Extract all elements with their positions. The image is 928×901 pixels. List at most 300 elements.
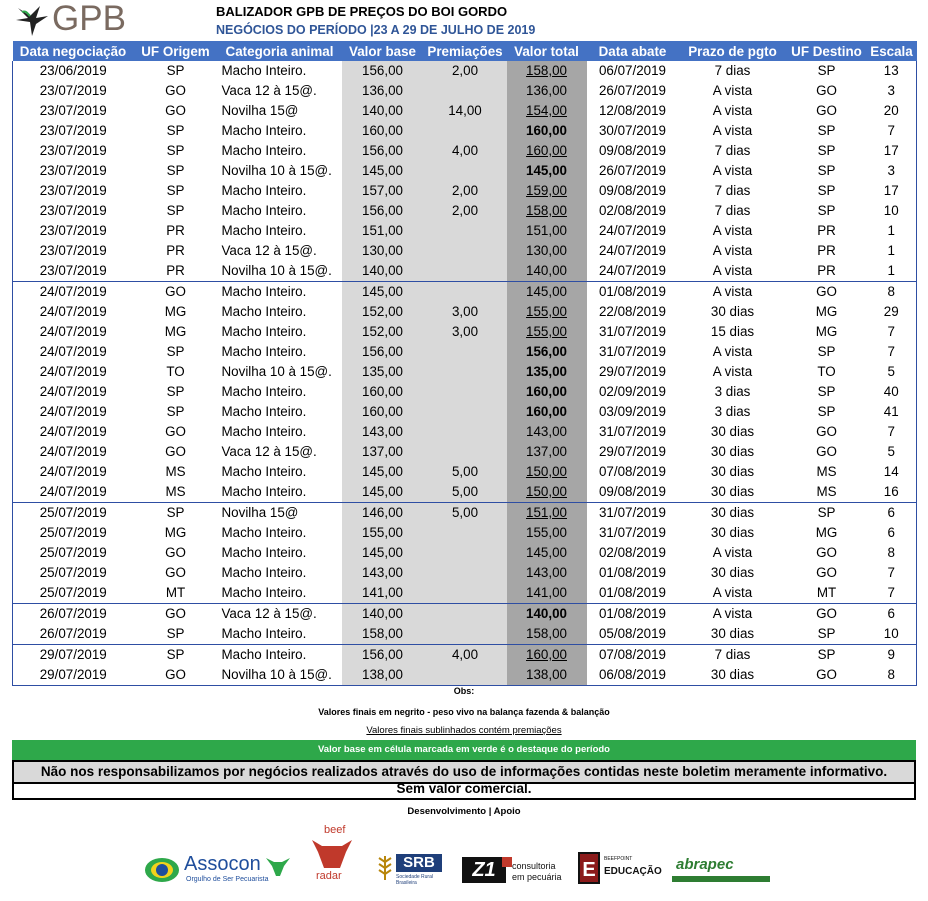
cell-escala: 20 bbox=[883, 103, 899, 118]
cell-premiacoes: 14,00 bbox=[424, 101, 507, 121]
cell-uf-destino: MT bbox=[816, 585, 837, 600]
cell-date: 24/07/2019 bbox=[39, 304, 107, 319]
table-row bbox=[13, 221, 917, 241]
cell-date: 26/07/2019 bbox=[39, 626, 107, 641]
cell-categoria: Macho Inteiro. bbox=[221, 484, 307, 499]
cell-escala: 8 bbox=[887, 545, 895, 560]
table-row bbox=[13, 322, 917, 342]
column-header: Premiações bbox=[424, 41, 507, 61]
cell-date: 24/07/2019 bbox=[39, 364, 107, 379]
cell-data-abate: 24/07/2019 bbox=[598, 263, 667, 278]
cell-valor-total: 155,00 bbox=[507, 523, 587, 543]
cell-categoria: Vaca 12 à 15@. bbox=[221, 83, 317, 98]
cell-escala: 7 bbox=[887, 344, 895, 359]
cell-uf-origem: GO bbox=[165, 424, 186, 439]
column-header: UF Destino bbox=[787, 41, 867, 61]
table-row bbox=[13, 442, 917, 462]
cell-valor-base: 160,00 bbox=[342, 402, 424, 422]
cell-escala: 29 bbox=[883, 304, 899, 319]
cell-uf-destino: SP bbox=[817, 404, 836, 419]
cell-categoria: Macho Inteiro. bbox=[218, 282, 342, 303]
cell-prazo: 15 dias bbox=[710, 324, 755, 339]
cell-prazo: 7 dias bbox=[714, 143, 751, 158]
cell-premiacoes bbox=[424, 543, 507, 563]
abrapec-bar bbox=[672, 876, 770, 882]
cell-valor-base: 130,00 bbox=[342, 241, 424, 261]
assocon-logo bbox=[144, 850, 294, 890]
table-row bbox=[13, 422, 917, 442]
cell-uf-origem: MG bbox=[164, 525, 187, 540]
table-row bbox=[13, 382, 917, 402]
cell-date: 24/07/2019 bbox=[39, 484, 107, 499]
cell-categoria: Macho Inteiro. bbox=[221, 63, 307, 78]
table-row bbox=[13, 161, 917, 181]
cell-valor-total: 140,00 bbox=[507, 261, 587, 282]
cell-categoria: Macho Inteiro. bbox=[221, 404, 307, 419]
table-row bbox=[13, 81, 917, 101]
cell-premiacoes bbox=[424, 563, 507, 583]
cell-date: 23/07/2019 bbox=[39, 203, 107, 218]
table-row bbox=[13, 583, 917, 604]
cell-date: 25/07/2019 bbox=[39, 565, 107, 580]
cell-valor-total: 145,00 bbox=[507, 282, 587, 303]
cell-date: 25/07/2019 bbox=[39, 525, 107, 540]
cell-escala: 16 bbox=[883, 484, 899, 499]
cell-prazo: 7 dias bbox=[714, 203, 751, 218]
cell-data-abate: 02/09/2019 bbox=[598, 384, 667, 399]
cell-valor-total: 135,00 bbox=[507, 362, 587, 382]
cell-categoria: Novilha 10 à 15@. bbox=[221, 263, 332, 278]
table-header-row bbox=[13, 41, 917, 61]
cell-valor-total: 130,00 bbox=[507, 241, 587, 261]
cell-data-abate: 26/07/2019 bbox=[598, 163, 667, 178]
table-row bbox=[13, 624, 917, 645]
cell-valor-base: 140,00 bbox=[342, 261, 424, 282]
cell-prazo: A vista bbox=[712, 163, 753, 178]
cell-uf-destino: GO bbox=[816, 444, 837, 459]
cell-uf-origem: GO bbox=[134, 282, 218, 303]
table-row bbox=[13, 342, 917, 362]
cell-premiacoes bbox=[424, 382, 507, 402]
cell-uf-destino: TO bbox=[817, 364, 836, 379]
cell-data-abate: 29/07/2019 bbox=[598, 444, 667, 459]
beef-text: beef bbox=[324, 824, 346, 836]
cell-valor-base: 145,00 bbox=[342, 543, 424, 563]
cell-prazo: A vista bbox=[712, 545, 753, 560]
cell-valor-total: 151,00 bbox=[507, 221, 587, 241]
table-row bbox=[13, 543, 917, 563]
cell-uf-origem: SP bbox=[134, 645, 218, 666]
cell-escala: 14 bbox=[883, 464, 899, 479]
cell-date: 24/07/2019 bbox=[39, 424, 107, 439]
cell-data-abate: 12/08/2019 bbox=[598, 103, 667, 118]
wheat-icon bbox=[376, 854, 394, 880]
cell-premiacoes bbox=[424, 442, 507, 462]
cell-valor-total: 160,00 bbox=[507, 645, 587, 666]
cell-valor-base: 137,00 bbox=[342, 442, 424, 462]
cell-escala: 6 bbox=[867, 503, 917, 524]
cell-data-abate: 31/07/2019 bbox=[598, 344, 667, 359]
cell-categoria: Macho Inteiro. bbox=[221, 626, 307, 641]
cell-uf-destino: PR bbox=[817, 223, 836, 238]
green-highlight-note: Valor base em célula marcada em verde é o destaque do período bbox=[12, 740, 916, 760]
cell-categoria: Macho Inteiro. bbox=[221, 464, 307, 479]
cell-data-abate: 05/08/2019 bbox=[598, 626, 667, 641]
cell-premiacoes bbox=[424, 81, 507, 101]
cell-uf-destino: MS bbox=[816, 464, 837, 479]
cell-prazo: A vista bbox=[712, 263, 753, 278]
cell-valor-total: 150,00 bbox=[507, 462, 587, 482]
cell-valor-base: 152,00 bbox=[342, 302, 424, 322]
cell-uf-origem: GO bbox=[165, 444, 186, 459]
cell-uf-destino: GO bbox=[787, 604, 867, 625]
cell-date: 25/07/2019 bbox=[39, 545, 107, 560]
cell-uf-destino: SP bbox=[817, 183, 836, 198]
cell-valor-base: 160,00 bbox=[342, 121, 424, 141]
cell-data-abate: 01/08/2019 bbox=[587, 604, 679, 625]
cell-prazo: A vista bbox=[712, 364, 753, 379]
brazil-flag-icon bbox=[144, 852, 184, 892]
cell-data-abate: 06/08/2019 bbox=[587, 665, 679, 686]
cell-valor-base: 146,00 bbox=[342, 503, 424, 524]
cell-valor-total: 160,00 bbox=[507, 141, 587, 161]
column-header: Data negociação bbox=[13, 41, 134, 61]
cell-uf-destino: MG bbox=[815, 324, 838, 339]
cell-data-abate: 29/07/2019 bbox=[598, 364, 667, 379]
cell-premiacoes bbox=[424, 583, 507, 604]
cell-escala: 10 bbox=[883, 626, 899, 641]
cell-categoria: Macho Inteiro. bbox=[221, 304, 307, 319]
abrapec-logo bbox=[672, 854, 772, 884]
beefpoint-educacao-logo: E BEEFPOINT EDUCAÇÃO bbox=[578, 852, 658, 886]
cell-prazo: 30 dias bbox=[710, 464, 755, 479]
cell-prazo: 30 dias bbox=[710, 525, 755, 540]
table-row bbox=[13, 645, 917, 666]
cell-valor-base: 156,00 bbox=[342, 141, 424, 161]
cell-escala: 8 bbox=[867, 282, 917, 303]
cell-valor-total: 158,00 bbox=[507, 201, 587, 221]
cell-data-abate: 31/07/2019 bbox=[598, 525, 667, 540]
cell-date: 24/07/2019 bbox=[39, 324, 107, 339]
cell-uf-origem: MT bbox=[165, 585, 186, 600]
cell-valor-base: 138,00 bbox=[342, 665, 424, 686]
cell-escala: 6 bbox=[867, 604, 917, 625]
cell-prazo: 30 dias bbox=[679, 503, 787, 524]
cell-prazo: A vista bbox=[712, 344, 753, 359]
cell-date: 23/07/2019 bbox=[39, 143, 107, 158]
column-header: Valor base bbox=[342, 41, 424, 61]
cell-categoria: Novilha 10 à 15@. bbox=[221, 364, 332, 379]
cell-date: 24/07/2019 bbox=[39, 344, 107, 359]
column-header: Categoria animal bbox=[218, 41, 342, 61]
cell-uf-origem: SP bbox=[166, 404, 185, 419]
column-header: Data abate bbox=[587, 41, 679, 61]
cell-data-abate: 02/08/2019 bbox=[598, 203, 667, 218]
cell-uf-destino: SP bbox=[817, 123, 836, 138]
cell-valor-base: 157,00 bbox=[342, 181, 424, 201]
cell-uf-origem: GO bbox=[165, 83, 186, 98]
cell-date: 23/07/2019 bbox=[39, 223, 107, 238]
cell-valor-total: 155,00 bbox=[507, 322, 587, 342]
cell-data-abate: 26/07/2019 bbox=[598, 83, 667, 98]
note-underlined-values: Valores finais sublinhados contém premiações bbox=[366, 725, 562, 736]
cell-data-abate: 31/07/2019 bbox=[587, 503, 679, 524]
cell-categoria: Macho Inteiro. bbox=[221, 384, 307, 399]
srb-tagline: Sociedade Rural Brasileira bbox=[396, 874, 433, 886]
table-body bbox=[13, 61, 917, 686]
cell-uf-origem: SP bbox=[166, 163, 185, 178]
cell-escala: 13 bbox=[883, 63, 899, 78]
cell-escala: 1 bbox=[887, 263, 895, 278]
cell-valor-base: 143,00 bbox=[342, 422, 424, 442]
table-row bbox=[13, 261, 917, 282]
cell-valor-base: 156,00 bbox=[342, 342, 424, 362]
cell-date: 29/07/2019 bbox=[13, 645, 134, 666]
cell-valor-total: 143,00 bbox=[507, 422, 587, 442]
cell-uf-destino: PR bbox=[817, 263, 836, 278]
cell-valor-total: 158,00 bbox=[507, 624, 587, 645]
bird-logo-icon bbox=[14, 2, 50, 38]
cell-escala: 5 bbox=[887, 444, 895, 459]
page-title: BALIZADOR GPB DE PREÇOS DO BOI GORDO bbox=[216, 4, 508, 19]
cell-escala: 41 bbox=[883, 404, 899, 419]
cell-prazo: A vista bbox=[712, 103, 753, 118]
table-row bbox=[13, 362, 917, 382]
cell-data-abate: 09/08/2019 bbox=[598, 143, 667, 158]
cell-uf-destino: GO bbox=[816, 545, 837, 560]
cell-escala: 1 bbox=[887, 223, 895, 238]
cell-uf-origem: GO bbox=[165, 545, 186, 560]
cell-data-abate: 01/08/2019 bbox=[587, 282, 679, 303]
table-row bbox=[13, 482, 917, 503]
cell-uf-origem: GO bbox=[165, 103, 186, 118]
note-bold-values: Valores finais em negrito - peso vivo na balança fazenda & balanção bbox=[318, 707, 610, 717]
cell-valor-total: 140,00 bbox=[507, 604, 587, 625]
cell-uf-origem: MS bbox=[165, 484, 186, 499]
cell-valor-total: 154,00 bbox=[507, 101, 587, 121]
cell-prazo: A vista bbox=[679, 282, 787, 303]
cell-date: 26/07/2019 bbox=[13, 604, 134, 625]
cell-data-abate: 07/08/2019 bbox=[587, 645, 679, 666]
cell-categoria: Macho Inteiro. bbox=[218, 645, 342, 666]
cell-uf-destino: GO bbox=[787, 282, 867, 303]
cell-uf-destino: SP bbox=[817, 163, 836, 178]
cell-prazo: 30 dias bbox=[710, 565, 755, 580]
cell-prazo: A vista bbox=[712, 83, 753, 98]
cell-escala: 17 bbox=[883, 183, 899, 198]
cell-valor-total: 141,00 bbox=[507, 583, 587, 604]
steer-head-icon bbox=[266, 856, 290, 878]
cell-date: 24/07/2019 bbox=[39, 404, 107, 419]
cell-premiacoes: 4,00 bbox=[424, 645, 507, 666]
cell-date: 23/07/2019 bbox=[39, 103, 107, 118]
cell-uf-origem: PR bbox=[166, 223, 185, 238]
cell-escala: 7 bbox=[887, 565, 895, 580]
cell-valor-total: 136,00 bbox=[507, 81, 587, 101]
cell-categoria: Macho Inteiro. bbox=[221, 344, 307, 359]
table-row bbox=[13, 282, 917, 303]
table-row bbox=[13, 665, 917, 686]
cell-premiacoes: 2,00 bbox=[424, 61, 507, 81]
cell-valor-base: 156,00 bbox=[342, 61, 424, 81]
cell-premiacoes bbox=[424, 362, 507, 382]
cell-uf-origem: TO bbox=[166, 364, 185, 379]
cell-uf-origem: GO bbox=[134, 665, 218, 686]
deals-table bbox=[12, 41, 917, 686]
srb-text: SRB bbox=[396, 854, 442, 872]
cell-data-abate: 31/07/2019 bbox=[598, 424, 667, 439]
cell-valor-base: 145,00 bbox=[342, 161, 424, 181]
cell-escala: 17 bbox=[883, 143, 899, 158]
educacao-text: EDUCAÇÃO bbox=[604, 866, 662, 877]
cell-data-abate: 22/08/2019 bbox=[598, 304, 667, 319]
table-row bbox=[13, 503, 917, 524]
cell-premiacoes: 3,00 bbox=[424, 322, 507, 342]
cell-premiacoes bbox=[424, 523, 507, 543]
logo-text: GPB bbox=[52, 0, 126, 38]
cell-valor-base: 143,00 bbox=[342, 563, 424, 583]
cell-categoria: Macho Inteiro. bbox=[221, 525, 307, 540]
cell-data-abate: 09/08/2019 bbox=[598, 484, 667, 499]
cell-uf-origem: SP bbox=[166, 183, 185, 198]
table-row bbox=[13, 302, 917, 322]
cell-premiacoes bbox=[424, 604, 507, 625]
disclaimer: Não nos responsabilizamos por negócios realizados através do uso de informações contidas neste boletim meramente informativo. bbox=[12, 760, 916, 784]
cell-uf-origem: SP bbox=[166, 203, 185, 218]
table-row bbox=[13, 181, 917, 201]
cell-escala: 7 bbox=[887, 424, 895, 439]
cell-valor-total: 159,00 bbox=[507, 181, 587, 201]
cell-premiacoes: 2,00 bbox=[424, 181, 507, 201]
cell-uf-origem: SP bbox=[166, 123, 185, 138]
cell-categoria: Novilha 15@ bbox=[221, 103, 299, 118]
cell-prazo: 3 dias bbox=[714, 384, 751, 399]
cell-escala: 5 bbox=[887, 364, 895, 379]
dev-support-label: Desenvolvimento | Apoio bbox=[407, 806, 521, 817]
cell-prazo: A vista bbox=[712, 123, 753, 138]
cell-date: 24/07/2019 bbox=[13, 282, 134, 303]
cell-premiacoes: 4,00 bbox=[424, 141, 507, 161]
cell-escala: 9 bbox=[867, 645, 917, 666]
cell-categoria: Novilha 15@ bbox=[218, 503, 342, 524]
cell-valor-base: 136,00 bbox=[342, 81, 424, 101]
cell-premiacoes bbox=[424, 282, 507, 303]
cell-prazo: A vista bbox=[712, 223, 753, 238]
cell-data-abate: 02/08/2019 bbox=[598, 545, 667, 560]
cell-categoria: Macho Inteiro. bbox=[221, 143, 307, 158]
obs-label: Obs: bbox=[453, 686, 475, 696]
cell-categoria: Macho Inteiro. bbox=[221, 223, 307, 238]
cell-uf-origem: SP bbox=[166, 626, 185, 641]
cell-uf-destino: SP bbox=[817, 344, 836, 359]
cell-prazo: 30 dias bbox=[710, 424, 755, 439]
cell-uf-origem: PR bbox=[166, 263, 185, 278]
cell-valor-total: 145,00 bbox=[507, 161, 587, 181]
cell-escala: 40 bbox=[883, 384, 899, 399]
z1-tagline-1: consultoria bbox=[512, 861, 556, 871]
column-header: Valor total bbox=[507, 41, 587, 61]
cell-escala: 1 bbox=[887, 243, 895, 258]
radar-text: radar bbox=[316, 870, 342, 882]
cell-uf-destino: MG bbox=[815, 525, 838, 540]
cell-prazo: 7 dias bbox=[714, 183, 751, 198]
cell-categoria: Vaca 12 à 15@. bbox=[218, 604, 342, 625]
cell-valor-total: 150,00 bbox=[507, 482, 587, 503]
cell-prazo: 7 dias bbox=[714, 63, 751, 78]
gpb-logo bbox=[14, 2, 134, 38]
cell-uf-destino: GO bbox=[816, 103, 837, 118]
table-row bbox=[13, 141, 917, 161]
cell-valor-base: 140,00 bbox=[342, 101, 424, 121]
cell-escala: 3 bbox=[887, 163, 895, 178]
cell-uf-destino: SP bbox=[817, 63, 836, 78]
cell-escala: 3 bbox=[887, 83, 895, 98]
cell-uf-origem: MG bbox=[164, 304, 187, 319]
column-header: Escala bbox=[867, 41, 917, 61]
table-row bbox=[13, 402, 917, 422]
cell-uf-destino: GO bbox=[816, 565, 837, 580]
cell-prazo: 30 dias bbox=[710, 304, 755, 319]
page-subtitle: NEGÓCIOS DO PERÍODO |23 A 29 DE JULHO DE 2019 bbox=[216, 23, 536, 37]
cell-uf-destino: SP bbox=[787, 645, 867, 666]
header bbox=[0, 0, 928, 40]
table-row bbox=[13, 604, 917, 625]
cell-uf-origem: SP bbox=[166, 344, 185, 359]
cell-data-abate: 09/08/2019 bbox=[598, 183, 667, 198]
column-header: Prazo de pgto bbox=[679, 41, 787, 61]
cell-valor-total: 137,00 bbox=[507, 442, 587, 462]
cell-categoria: Novilha 10 à 15@. bbox=[221, 163, 332, 178]
cell-data-abate: 06/07/2019 bbox=[598, 63, 667, 78]
cell-premiacoes: 3,00 bbox=[424, 302, 507, 322]
cell-premiacoes: 5,00 bbox=[424, 482, 507, 503]
cell-prazo: 30 dias bbox=[710, 626, 755, 641]
cell-prazo: 30 dias bbox=[679, 665, 787, 686]
cell-premiacoes bbox=[424, 121, 507, 141]
cell-prazo: A vista bbox=[679, 604, 787, 625]
cell-valor-total: 160,00 bbox=[507, 402, 587, 422]
cell-prazo: A vista bbox=[712, 585, 753, 600]
cell-date: 25/07/2019 bbox=[39, 585, 107, 600]
cell-valor-base: 145,00 bbox=[342, 282, 424, 303]
cell-categoria: Macho Inteiro. bbox=[221, 203, 307, 218]
cell-data-abate: 24/07/2019 bbox=[598, 243, 667, 258]
cell-uf-destino: SP bbox=[817, 626, 836, 641]
no-commercial-value: Sem valor comercial. bbox=[12, 780, 916, 800]
cell-premiacoes bbox=[424, 342, 507, 362]
cell-categoria: Vaca 12 à 15@. bbox=[221, 243, 317, 258]
cell-uf-destino: GO bbox=[787, 665, 867, 686]
cell-escala: 6 bbox=[887, 525, 895, 540]
cell-valor-base: 156,00 bbox=[342, 645, 424, 666]
bull-head-icon bbox=[310, 836, 354, 870]
srb-logo bbox=[376, 852, 446, 884]
cell-categoria: Macho Inteiro. bbox=[221, 424, 307, 439]
cell-valor-base: 156,00 bbox=[342, 201, 424, 221]
cell-valor-base: 151,00 bbox=[342, 221, 424, 241]
assocon-tagline: Orgulho de Ser Pecuarista bbox=[186, 876, 269, 883]
cell-valor-base: 135,00 bbox=[342, 362, 424, 382]
cell-escala: 7 bbox=[887, 585, 895, 600]
cell-escala: 7 bbox=[887, 123, 895, 138]
table-row bbox=[13, 201, 917, 221]
cell-premiacoes bbox=[424, 665, 507, 686]
cell-valor-base: 141,00 bbox=[342, 583, 424, 604]
column-header: UF Origem bbox=[134, 41, 218, 61]
cell-date: 23/07/2019 bbox=[39, 263, 107, 278]
cell-escala: 10 bbox=[883, 203, 899, 218]
table-row bbox=[13, 241, 917, 261]
